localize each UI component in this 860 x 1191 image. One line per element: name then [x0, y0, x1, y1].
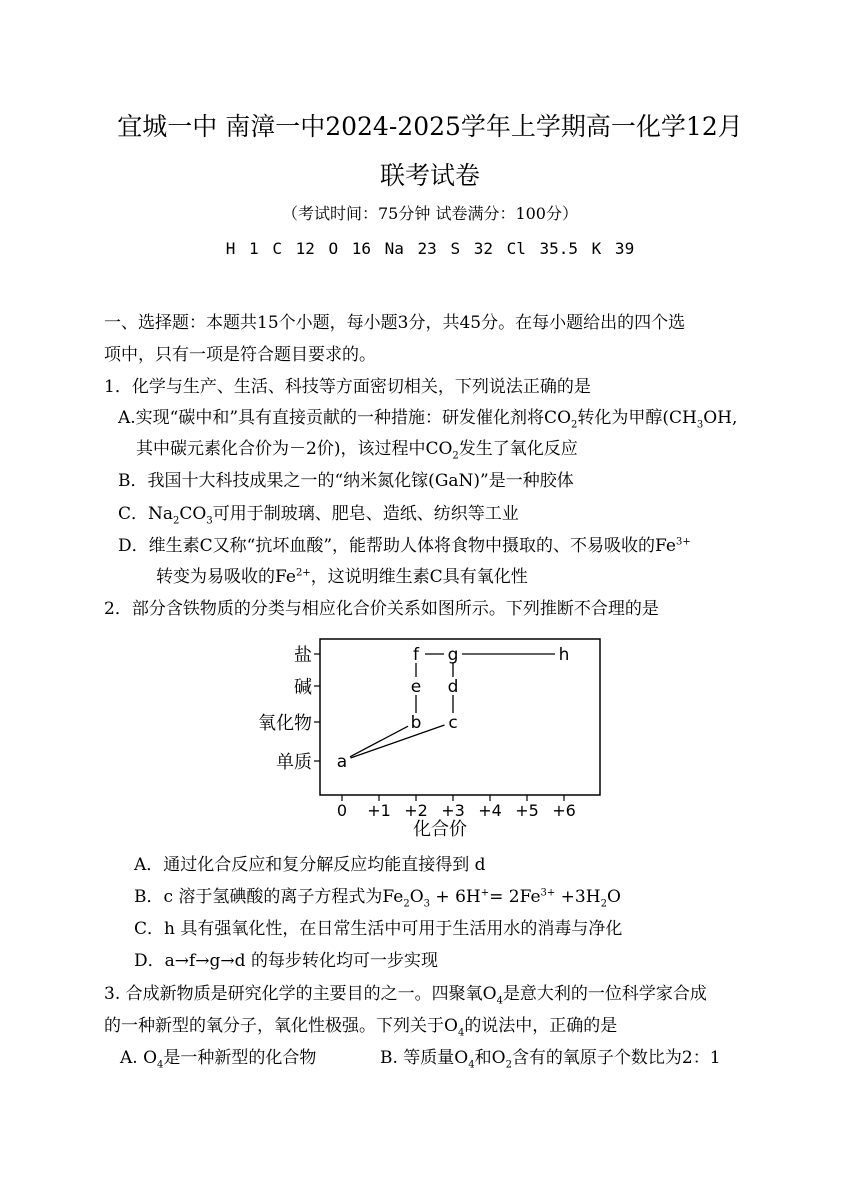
- y-tick-label: 碱: [294, 677, 312, 698]
- section-intro-line2: 项中，只有一项是符合题目要求的。: [104, 345, 376, 365]
- q2-option-b: B．c 溶于氢碘酸的离子方程式为$Fe_2O_3 + 6H^+= 2Fe^{3+} +3H_2O$: [134, 887, 621, 910]
- q1-stem: 1．化学与生产、生活、科技等方面密切相关，下列说法正确的是: [104, 377, 591, 397]
- exam-info: （考试时间：75分钟 试卷满分：100分）: [282, 204, 578, 223]
- q1-option-a-line1: A.实现“碳中和”具有直接贡献的一种措施：研发催化剂将$CO_2$转化为甲醇($CH_3OH$,: [118, 408, 738, 431]
- chart-point-f: f: [413, 645, 419, 665]
- q2-option-d: D．a→f→g→d 的每步转化均可一步实现: [134, 951, 438, 971]
- x-tick-label: +5: [515, 801, 539, 820]
- page-title-line1: 宜城一中 南漳一中2024-2025学年上学期高一化学12月: [117, 112, 743, 141]
- chart-xlabel: 化合价: [413, 819, 467, 840]
- q3-stem-line2: 的一种新型的氧分子，氧化性极强。下列关于$O_4$的说法中，正确的是: [104, 1016, 618, 1039]
- chart-point-h: h: [558, 645, 570, 665]
- y-tick-label: 氧化物: [258, 713, 312, 734]
- q2-option-a: A．通过化合反应和复分解反应均能直接得到 d: [134, 855, 486, 875]
- y-tick-label: 单质: [276, 752, 312, 773]
- chart-point-e: e: [410, 677, 422, 697]
- chart-links: [350, 654, 555, 758]
- q1-option-c: C．$Na_2CO_3$可用于制玻璃、肥皂、造纸、纺织等工业: [118, 504, 519, 527]
- q1-option-b: B．我国十大科技成果之一的“纳米氮化镓(GaN)”是一种胶体: [118, 471, 574, 491]
- q1-option-d-line2: 转变为易吸收的$Fe^{2+}$，这说明维生素C具有氧化性: [156, 567, 528, 587]
- iron-valence-chart: [250, 628, 620, 848]
- x-tick-label: +2: [404, 801, 428, 820]
- chart-point-g: g: [447, 645, 459, 665]
- page-title-line2: 联考试卷: [379, 161, 480, 190]
- atomic-masses: H 1 C 12 O 16 Na 23 S 32 Cl 35.5 K 39: [225, 239, 635, 258]
- chart-point-a: a: [336, 752, 348, 772]
- q2-stem: 2．部分含铁物质的分类与相应化合价关系如图所示。下列推断不合理的是: [104, 599, 659, 619]
- q1-option-a-line2: 其中碳元素化合价为－2价)，该过程中$CO_2$发生了氧化反应: [136, 439, 578, 462]
- chart-point-d: d: [447, 677, 459, 697]
- q3-option-b: B. 等质量$O_4$和$O_2$含有的氧原子个数比为2：1: [380, 1048, 721, 1071]
- x-tick-label: +6: [552, 801, 576, 820]
- q1-option-d-line1: D．维生素C又称“抗坏血酸”，能帮助人体将食物中摄取的、不易吸收的$Fe^{3+}$: [118, 536, 691, 556]
- chart-link: [350, 725, 444, 758]
- q3-stem-line1: 3. 合成新物质是研究化学的主要目的之一。四聚氧$O_4$是意大利的一位科学家合成: [104, 984, 707, 1007]
- x-tick-label: +4: [478, 801, 502, 820]
- y-tick-label: 盐: [294, 645, 312, 666]
- section-intro-line1: 一、选择题：本题共15个小题，每小题3分，共45分。在每小题给出的四个选: [104, 313, 686, 333]
- q3-option-a: A. $O_4$是一种新型的化合物: [120, 1048, 317, 1071]
- x-tick-label: 0: [336, 801, 348, 820]
- x-tick-label: +1: [367, 801, 391, 820]
- chart-point-c: c: [448, 713, 458, 733]
- q2-option-c: C．h 具有强氧化性，在日常生活中可用于生活用水的消毒与净化: [134, 919, 623, 939]
- x-tick-label: +3: [441, 801, 465, 820]
- chart-point-b: b: [410, 713, 422, 733]
